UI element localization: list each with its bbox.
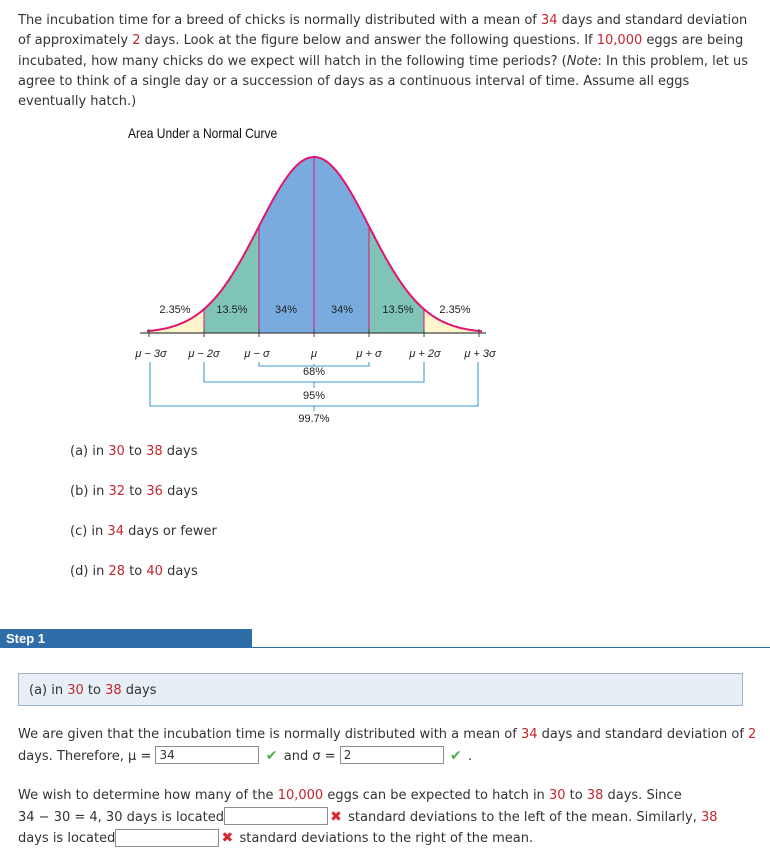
- axis-label: μ + 2σ: [409, 348, 441, 360]
- step-paragraph-1: We are given that the incubation time is normally distributed with a mean of 34 days and standard deviation of 2 days. Therefore, μ = 34 ✔ and σ = 2 ✔ .: [18, 725, 758, 767]
- axis-label: μ − 2σ: [188, 348, 220, 360]
- question-a: (a) in 30 to 38 days: [70, 444, 198, 459]
- check-icon: ✔: [265, 747, 278, 764]
- step-divider: [0, 647, 770, 648]
- question-b: (b) in 32 to 36 days: [70, 484, 198, 499]
- region-label: 13.5%: [216, 304, 248, 316]
- bracket-label: 68%: [302, 366, 326, 378]
- problem-statement: The incubation time for a breed of chicks is normally distributed with a mean of 34 days and standard deviation of approximately 2 days. Look at the figure below and answer the following questions. If 10,000 eggs are being incubated, how many chicks do we expect will hatch in the following time periods? (Note: In this problem, let us agree to think of a single day or a succession of days as a continuous interval of time. Assume all eggs eventually hatch.): [18, 13, 748, 110]
- region-label: 2.35%: [439, 304, 471, 316]
- normal-curve-figure: [0, 140, 560, 440]
- part-a-box: [18, 673, 743, 706]
- region-label: 13.5%: [382, 304, 414, 316]
- axis-label: μ − σ: [244, 348, 270, 360]
- axis-label: μ − 3σ: [135, 348, 167, 360]
- step-paragraph-2: We wish to determine how many of the 10,000 eggs can be expected to hatch in 30 to 38 days. Since 34 − 30 = 4, 30 days is located ✖ standard deviations to the left of the mean. Similarly, 38 days is located ✖ standard deviations to the right of the mean.: [18, 786, 758, 850]
- bracket-label: 95%: [302, 390, 326, 402]
- mu-input[interactable]: 34: [155, 746, 259, 764]
- question-d: (d) in 28 to 40 days: [70, 564, 198, 579]
- region-label: 34%: [330, 304, 354, 316]
- bracket-label: 99.7%: [298, 413, 330, 425]
- axis-label: μ + σ: [356, 348, 382, 360]
- check-icon: ✔: [450, 747, 462, 764]
- axis-label: μ + 3σ: [464, 348, 496, 360]
- cross-icon: ✖: [221, 830, 234, 846]
- right-sd-input[interactable]: [115, 829, 219, 847]
- cross-icon: ✖: [330, 808, 342, 825]
- axis-label: μ: [310, 348, 318, 360]
- sigma-input[interactable]: 2: [340, 746, 444, 764]
- part-a-label: (a) in 30 to 38 days: [29, 683, 157, 698]
- step-header: [0, 629, 252, 648]
- step-label: Step 1: [6, 631, 46, 646]
- region-label: 34%: [274, 304, 298, 316]
- region-label: 2.35%: [159, 304, 191, 316]
- question-c: (c) in 34 days or fewer: [70, 524, 217, 539]
- figure-title: Area Under a Normal Curve: [128, 125, 278, 141]
- left-sd-input[interactable]: [224, 807, 328, 825]
